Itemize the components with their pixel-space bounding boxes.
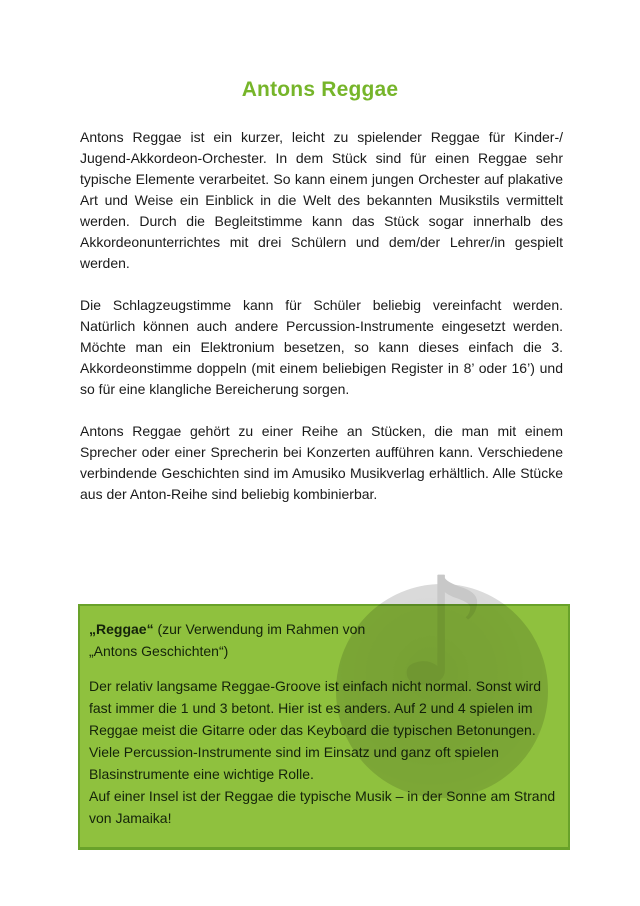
music-note-icon: ♪ — [394, 546, 490, 720]
page-title: Antons Reggae — [241, 78, 399, 101]
info-box-heading-context: (zur Verwendung im Rahmen von — [153, 621, 366, 637]
reggae-info-box — [78, 604, 570, 850]
info-box-heading — [89, 618, 558, 662]
info-box-paragraph: Der relativ langsame Reggae-Groove ist einfach nicht normal. Sonst wird fast immer die 1 und 3 betont. Hier ist es anders. Auf 2 und 4 spielen im Reggae meist die Gitarre oder das Keyboard die typischen Betonungen. Viele Percussion-Instrumente sind im Einsatz und ganz oft spielen Blasinstrumente eine wichtige Rolle. — [89, 678, 542, 782]
document-body — [0, 102, 640, 505]
paragraph-intro: Antons Reggae ist ein kurzer, leicht zu spielender Reggae für Kinder-/ Jugend-Akkordeon-Orchester. In dem Stück sind für einen Reggae sehr typische Elemente verarbeitet. So kann einem jungen Orchester auf plakative Art und Weise ein Einblick in die Welt des bekannten Musikstils vermittelt werden. Durch die Begleitstimme kann das Stück sogar innerhalb des Akkordeonunterrichtes mit drei Schülern und dem/der Lehrer/in gespielt werden. — [80, 129, 563, 271]
info-box-body — [89, 675, 558, 829]
paragraph-series: Antons Reggae gehört zu einer Reihe an Stücken, die man mit einem Sprecher oder einer Sprecherin bei Konzerten aufführen kann. Verschiedene verbindende Geschichten sind im Amusiko Musikverlag erhältlich. Alle Stücke aus der Anton-Reihe sind beliebig kombinierbar. — [80, 423, 563, 502]
info-box-paragraph: Auf einer Insel ist der Reggae die typische Musik – in der Sonne am Strand von Jamaika! — [89, 788, 556, 826]
paragraph-percussion: Die Schlagzeugstimme kann für Schüler beliebig vereinfacht werden. Natürlich können auch andere Percussion-Instrumente eingesetzt werden. Möchte man ein Elektronium besetzen, so kann dieses einfach die 3. Akkordeonstimme doppeln (mit einem beliebigen Register in 8’ oder 16’) und so für eine klangliche Bereicherung sorgen. — [80, 297, 563, 397]
info-box-heading-term: „Reggae“ — [89, 621, 154, 637]
info-box-heading-line2: „Antons Geschichten“) — [89, 643, 229, 659]
